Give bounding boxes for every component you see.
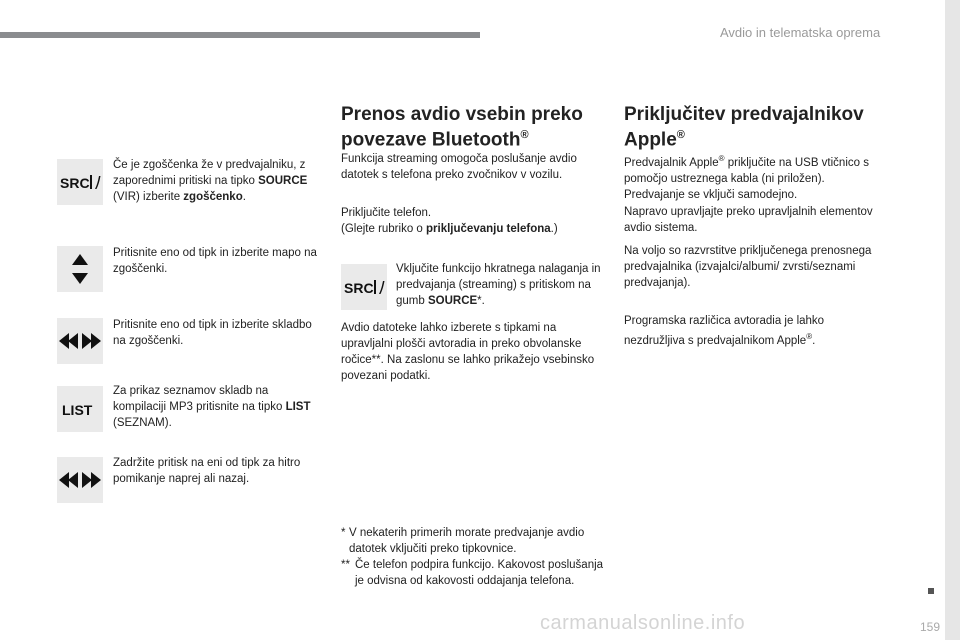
- footnote-2: ** Če telefon podpira funkcijo. Kakovost poslušanja je odvisna od kakovosti oddajanja telefona.: [341, 559, 604, 587]
- page-marker: [928, 588, 934, 594]
- list-icon: [57, 386, 103, 432]
- audio-selection-text: Avdio datoteke lahko izberete s tipkami na upravljalni plošči avtoradia in preko obvolanske ročice**. Na zaslonu se lahko prikažejo vsebinsko povezani podatki.: [341, 322, 595, 382]
- connect-phone-text: Priključite telefon. (Glejte rubriko o priključevanju telefona.): [341, 207, 558, 235]
- streaming-activate-text: Vključite funkcijo hkratnega nalaganja in predvajanja (streaming) s pritiskom na gumb SOURCE*.: [396, 263, 601, 307]
- instruction-folder: Pritisnite eno od tipk in izberite mapo na zgoščenki.: [113, 247, 317, 275]
- page-edge-strip: [945, 0, 960, 640]
- watermark: carmanualsonline.info: [540, 612, 746, 634]
- instruction-source-cd: Če je zgoščenka že v predvajalniku, z zaporednimi pritiski na tipko SOURCE (VIR) izberite zgoščenko.: [113, 159, 308, 203]
- apple-connect-text: Predvajalnik Apple® priključite na USB vtičnico s pomočjo ustreznega kabla (ni priložen). Predvajanje se vključi samodejno.: [624, 154, 869, 201]
- svg-text:LIST: LIST: [62, 402, 93, 418]
- prev-next-icon: [57, 318, 103, 364]
- bluetooth-intro: Funkcija streaming omogoča poslušanje avdio datotek s telefona preko zvočnikov v vozilu.: [341, 153, 577, 181]
- apple-section-title: Priključitev predvajalnikov Apple®: [624, 104, 864, 151]
- section-title: Avdio in telematska oprema: [720, 25, 881, 40]
- instruction-track: Pritisnite eno od tipk in izberite skladbo na zgoščenki.: [113, 319, 312, 347]
- prev-next-icon: [57, 457, 103, 503]
- instruction-list: Za prikaz seznamov skladb na kompilaciji MP3 pritisnite na tipko LIST (SEZNAM).: [113, 385, 311, 429]
- footnote-1: * V nekaterih primerih morate predvajanje avdio datotek vključiti preko tipkovnice.: [341, 527, 585, 555]
- src-phone-icon: [341, 264, 387, 310]
- svg-text:SRC: SRC: [344, 280, 374, 296]
- bluetooth-section-title: Prenos avdio vsebin preko povezave Bluetooth®: [341, 104, 583, 151]
- svg-text:SRC: SRC: [60, 175, 90, 191]
- apple-sorting-text: Na voljo so razvrstitve priključenega prenosnega predvajalnika (izvajalci/albumi/ zvrsti/seznami predvajanja).: [624, 245, 872, 289]
- page-number: 159: [920, 620, 941, 634]
- apple-control-text: Napravo upravljajte preko upravljalnih elementov avdio sistema.: [624, 206, 873, 234]
- src-phone-icon: [57, 159, 103, 205]
- header-rule: [0, 32, 480, 38]
- up-down-arrows-icon: [57, 246, 103, 292]
- apple-compat-text: Programska različica avtoradia je lahko nezdružljiva s predvajalnikom Apple®.: [624, 315, 825, 347]
- instruction-fast-seek: Zadržite pritisk na eni od tipk za hitro pomikanje naprej ali nazaj.: [113, 457, 301, 485]
